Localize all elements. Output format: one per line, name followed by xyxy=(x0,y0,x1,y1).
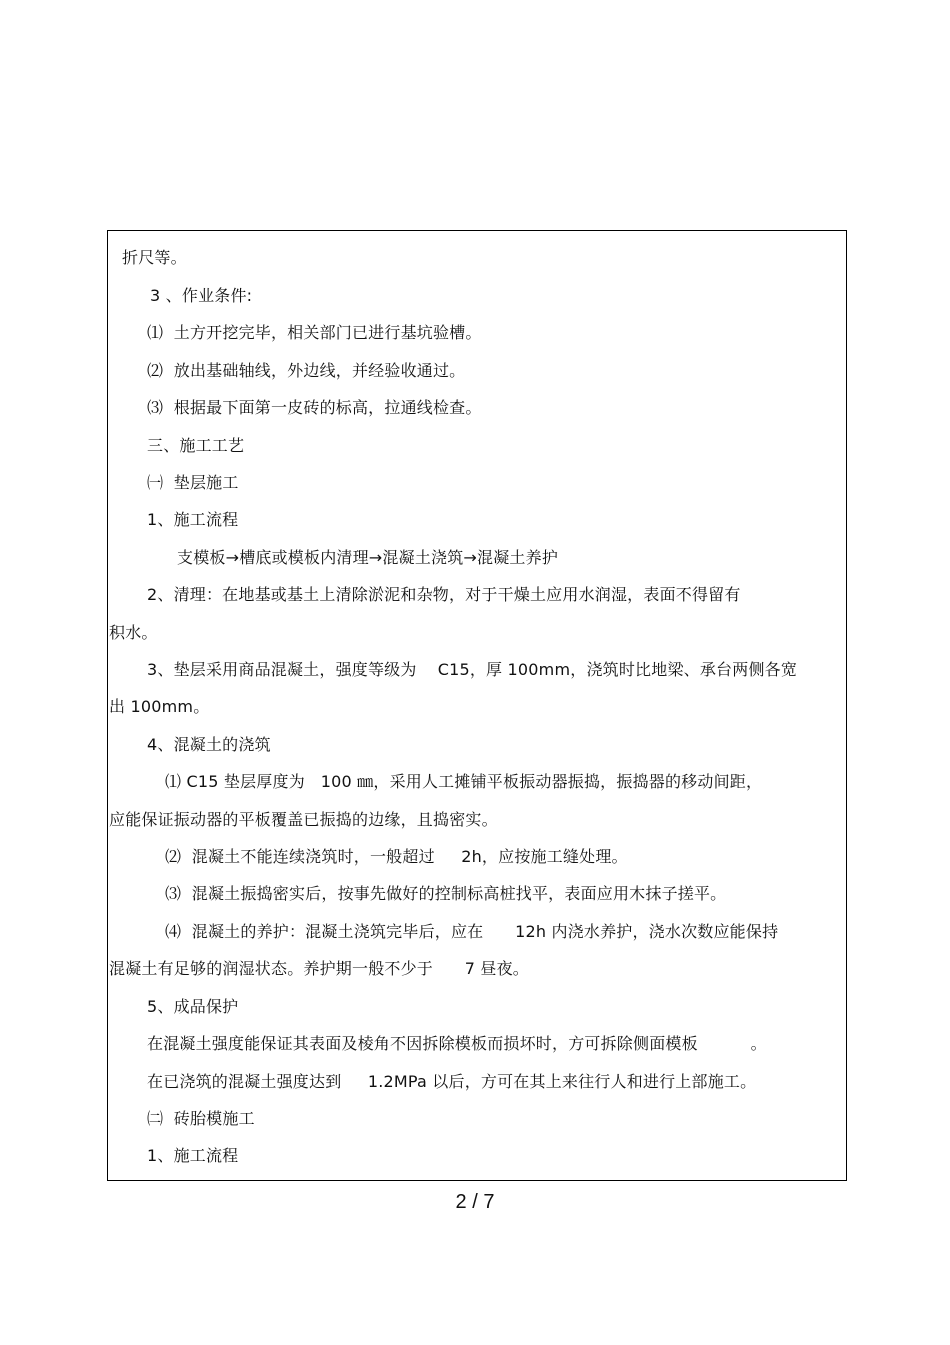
list-item: ⑶ 混凝土振捣密实后，按事先做好的控制标高桩找平，表面应用木抹子搓平。 xyxy=(165,884,727,903)
list-item: ⑵ 混凝土不能连续浇筑时，一般超过 2h，应按施工缝处理。 xyxy=(165,847,628,866)
page-number: 2 / 7 xyxy=(455,1191,495,1213)
process-flow: 支模板→槽底或模板内清理→混凝土浇筑→混凝土养护 xyxy=(177,548,559,567)
subsection-heading: ㈡ 砖胎模施工 xyxy=(147,1109,255,1128)
section-heading: 4、混凝土的浇筑 xyxy=(147,735,271,754)
section-heading: 5、成品保护 xyxy=(147,997,239,1016)
section-heading: 三、施工工艺 xyxy=(147,436,245,455)
paragraph-line: 在已浇筑的混凝土强度达到 1.2MPa 以后，方可在其上来往行人和进行上部施工。 xyxy=(147,1072,757,1091)
list-item: ⑵ 放出基础轴线，外边线，并经验收通过。 xyxy=(147,361,466,380)
paragraph-line: 应能保证振动器的平板覆盖已振捣的边缘，且捣密实。 xyxy=(109,810,498,829)
text-line: 折尺等。 xyxy=(122,248,187,267)
list-item: ⑶ 根据最下面第一皮砖的标高，拉通线检查。 xyxy=(147,398,482,417)
subsection-heading: ㈠ 垫层施工 xyxy=(147,473,239,492)
paragraph-line: 出 100mm。 xyxy=(109,697,210,716)
paragraph-line: 在混凝土强度能保证其表面及棱角不因拆除模板而损坏时，方可拆除侧面模板 。 xyxy=(147,1034,767,1053)
paragraph-line: 积水。 xyxy=(109,623,158,642)
section-heading: 3 、作业条件: xyxy=(150,286,253,305)
paragraph-line: 3、垫层采用商品混凝土，强度等级为 C15，厚 100mm，浇筑时比地梁、承台两侧各宽 xyxy=(147,660,798,679)
paragraph-line: 2、清理：在地基或基土上清除淤泥和杂物，对于干燥土应用水润湿，表面不得留有 xyxy=(147,585,741,604)
list-item: ⑴ 土方开挖完毕，相关部门已进行基坑验槽。 xyxy=(147,323,482,342)
paragraph-line: 混凝土有足够的润湿状态。养护期一般不少于 7 昼夜。 xyxy=(109,959,529,978)
list-item: ⑴ C15 垫层厚度为 100 ㎜，采用人工摊铺平板振动器振捣，振捣器的移动间距， xyxy=(165,772,763,791)
section-heading: 1、施工流程 xyxy=(147,1146,239,1165)
list-item: ⑷ 混凝土的养护：混凝土浇筑完毕后，应在 12h 内浇水养护，浇水次数应能保持 xyxy=(165,922,779,941)
section-heading: 1、施工流程 xyxy=(147,510,239,529)
